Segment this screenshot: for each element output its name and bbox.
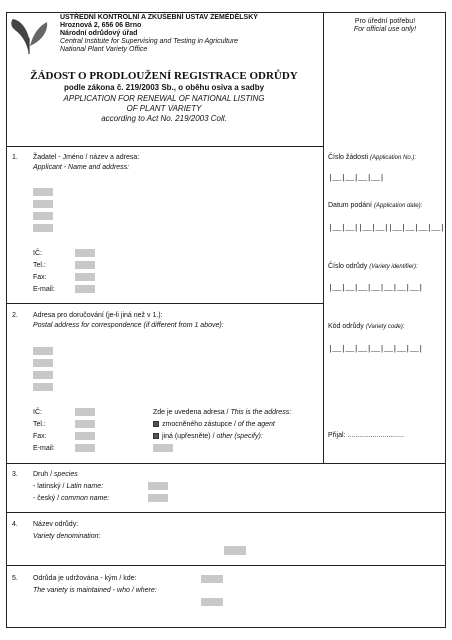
common-name-label bbox=[33, 495, 109, 503]
agent-option-cz: zmocněného zástupce / bbox=[162, 421, 238, 428]
form-subtitle: podle zákona č. 219/2003 Sb., o oběhu osiva a sadby bbox=[63, 83, 265, 92]
institute-name-en: Central Institute for Supervising and Testing in Agriculture bbox=[60, 38, 239, 45]
species-en: species bbox=[54, 471, 78, 478]
variety-code-cz: Kód odrůdy bbox=[328, 323, 364, 330]
official-use-label: Pro úřední potřebu! bbox=[354, 18, 416, 25]
applicant-ic-field[interactable] bbox=[75, 249, 95, 257]
received-by-field[interactable]: Přijal: ............................. bbox=[328, 432, 404, 439]
applicant-tel-field[interactable] bbox=[75, 261, 95, 269]
application-no-cz: Číslo žádosti bbox=[328, 154, 369, 161]
postal-address-field-3[interactable] bbox=[33, 383, 53, 391]
postal-name-field[interactable] bbox=[33, 347, 53, 355]
maintainer-who-field[interactable] bbox=[201, 575, 223, 583]
postal-ic-field[interactable] bbox=[75, 408, 95, 416]
form-title: ŽÁDOST O PRODLOUŽENÍ REGISTRACE ODRŮDY bbox=[30, 70, 298, 82]
section-4-number: 4. bbox=[12, 521, 18, 528]
section-4-divider bbox=[6, 565, 446, 566]
postal-fax-field[interactable] bbox=[75, 432, 95, 440]
species-label bbox=[33, 471, 78, 479]
other-option-label bbox=[162, 433, 263, 441]
maintainer-where-field[interactable] bbox=[201, 598, 223, 606]
agent-option-label bbox=[162, 421, 275, 429]
postal-tel-label: Tel.: bbox=[33, 421, 46, 428]
postal-email-field[interactable] bbox=[75, 444, 95, 452]
maintainer-label: Odrůda je udržována - kým / kde: bbox=[33, 575, 137, 582]
official-use-label-en: For official use only! bbox=[353, 26, 417, 33]
address-type-label bbox=[153, 409, 291, 417]
variety-denomination-field[interactable] bbox=[224, 546, 246, 555]
application-no-label bbox=[328, 154, 416, 162]
postal-email-label: E-mail: bbox=[33, 445, 55, 452]
section-2-number: 2. bbox=[12, 312, 18, 319]
applicant-ic-label: IČ: bbox=[33, 250, 42, 257]
application-date-label bbox=[328, 202, 422, 210]
agent-checkbox[interactable] bbox=[153, 421, 159, 427]
applicant-address-field-3[interactable] bbox=[33, 224, 53, 232]
address-type-en: This is the address: bbox=[230, 409, 292, 416]
common-name-field[interactable] bbox=[148, 494, 168, 502]
application-no-field[interactable]: |__|__|__|__| bbox=[328, 174, 384, 183]
header-divider bbox=[6, 146, 323, 147]
common-name-cz: - český / bbox=[33, 495, 62, 502]
applicant-address-field-1[interactable] bbox=[33, 200, 53, 208]
applicant-address-field-2[interactable] bbox=[33, 212, 53, 220]
postal-ic-label: IČ: bbox=[33, 409, 42, 416]
section-1-number: 1. bbox=[12, 154, 18, 161]
latin-name-field[interactable] bbox=[148, 482, 168, 490]
postal-address-label-en: Postal address for correspondence (if different from 1 above): bbox=[33, 322, 224, 329]
institute-address: Hroznová 2, 656 06 Brno bbox=[60, 22, 142, 29]
other-specify-field[interactable] bbox=[153, 444, 173, 452]
form-title-en-3: according to Act No. 219/2003 Coll. bbox=[101, 114, 227, 123]
institute-office-en: National Plant Variety Office bbox=[60, 46, 148, 53]
maintainer-label-en: The variety is maintained - who / where: bbox=[33, 587, 157, 594]
species-cz: Druh / bbox=[33, 471, 55, 478]
agent-option-en: of the agent bbox=[237, 421, 275, 428]
address-type-cz: Zde je uvedena adresa / bbox=[153, 409, 231, 416]
institute-name: ÚSTŘEDNÍ KONTROLNÍ A ZKUŠEBNÍ ÚSTAV ZEMĚDĚLSKÝ bbox=[60, 14, 258, 21]
variety-code-en: (Variety code): bbox=[365, 324, 405, 330]
variety-denomination-label: Název odrůdy: bbox=[33, 521, 79, 528]
variety-code-field[interactable]: |__|__|__|__|__|__|__| bbox=[328, 345, 423, 354]
section-3-divider bbox=[6, 512, 446, 513]
applicant-label: Žadatel - Jméno / název a adresa: bbox=[33, 154, 140, 161]
other-option-cz: jiná (upřesněte) / bbox=[162, 433, 217, 440]
section-1-divider bbox=[6, 303, 323, 304]
applicant-fax-label: Fax: bbox=[33, 274, 47, 281]
applicant-email-field[interactable] bbox=[75, 285, 95, 293]
application-date-en: (Application date): bbox=[373, 203, 423, 209]
applicant-email-label: E-mail: bbox=[33, 286, 55, 293]
variety-id-en: (Variety identifier): bbox=[369, 264, 418, 270]
institute-office: Národní odrůdový úřad bbox=[60, 30, 138, 37]
postal-tel-field[interactable] bbox=[75, 420, 95, 428]
section-5-number: 5. bbox=[12, 575, 18, 582]
applicant-tel-label: Tel.: bbox=[33, 262, 46, 269]
official-column-divider bbox=[323, 12, 324, 464]
section-3-number: 3. bbox=[12, 471, 18, 478]
latin-name-label bbox=[33, 483, 103, 491]
form-title-en-2: OF PLANT VARIETY bbox=[126, 104, 202, 113]
latin-name-cz: - latinský / bbox=[33, 483, 67, 490]
variety-code-label bbox=[328, 323, 405, 331]
postal-fax-label: Fax: bbox=[33, 433, 47, 440]
variety-id-cz: Číslo odrůdy bbox=[328, 263, 368, 270]
postal-address-field-1[interactable] bbox=[33, 359, 53, 367]
applicant-fax-field[interactable] bbox=[75, 273, 95, 281]
other-option-en: other (specify): bbox=[216, 433, 263, 440]
applicant-name-field[interactable] bbox=[33, 188, 53, 196]
other-checkbox[interactable] bbox=[153, 433, 159, 439]
form-title-en-1: APPLICATION FOR RENEWAL OF NATIONAL LISTING bbox=[63, 94, 265, 103]
leaf-logo-icon bbox=[9, 14, 49, 56]
applicant-label-en: Applicant - Name and address: bbox=[33, 164, 130, 171]
section-2-divider bbox=[6, 463, 446, 464]
variety-id-label bbox=[328, 263, 418, 271]
application-date-field[interactable]: |__|__||__|__||__|__|__|__| bbox=[328, 224, 445, 233]
application-date-cz: Datum podání bbox=[328, 202, 372, 209]
common-name-en: common name: bbox=[61, 495, 110, 502]
postal-address-label: Adresa pro doručování (je-li jiná než v 1.): bbox=[33, 312, 163, 319]
variety-denomination-label-en: Variety denomination: bbox=[33, 533, 101, 540]
application-no-en: (Application No.): bbox=[370, 155, 417, 161]
latin-name-en: Latin name: bbox=[66, 483, 104, 490]
postal-address-field-2[interactable] bbox=[33, 371, 53, 379]
variety-id-field[interactable]: |__|__|__|__|__|__|__| bbox=[328, 284, 423, 293]
